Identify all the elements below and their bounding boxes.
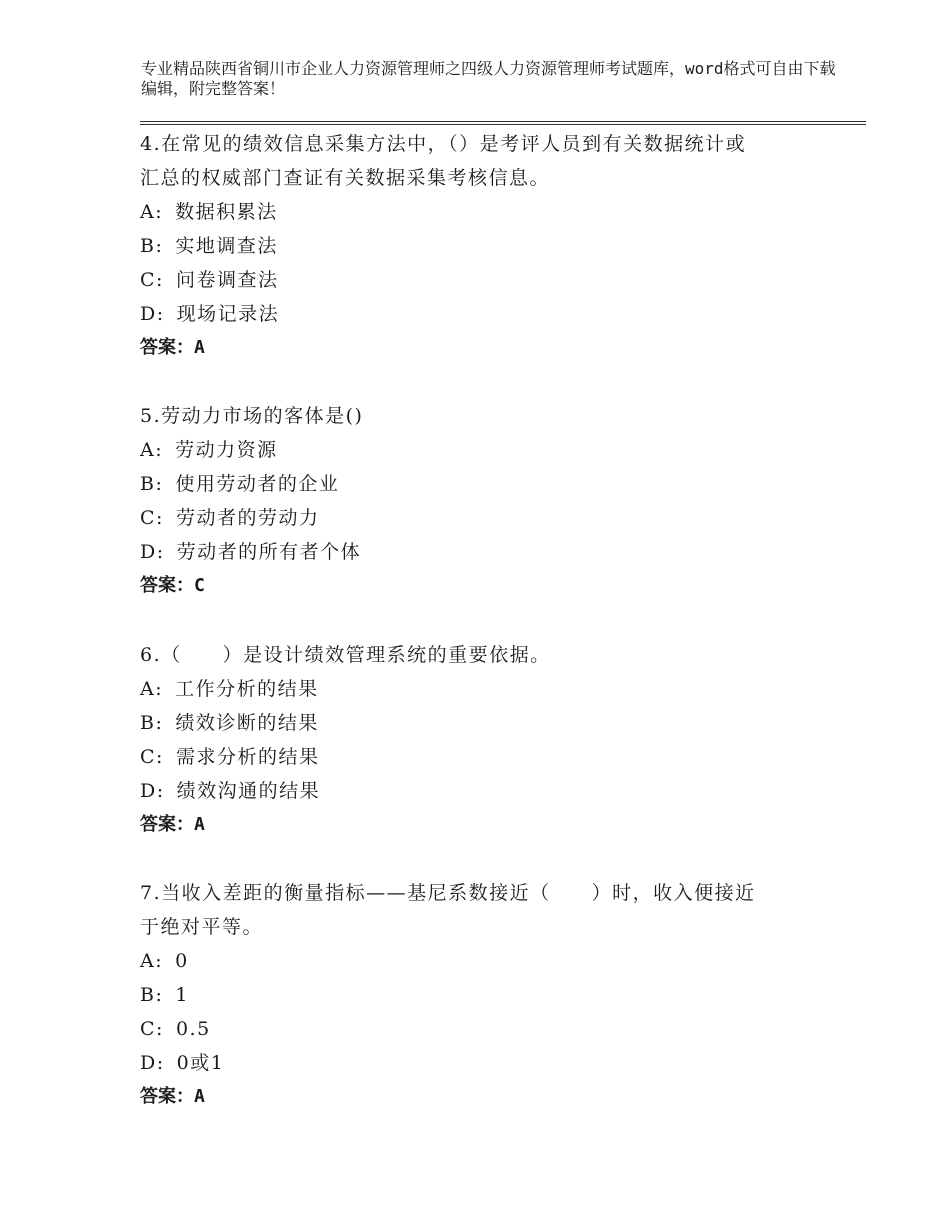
answer-value: A bbox=[194, 337, 205, 358]
answer-value: C bbox=[194, 575, 205, 596]
option-text: 实地调查法 bbox=[175, 235, 278, 257]
option-text: 1 bbox=[175, 984, 189, 1006]
option-key: B bbox=[140, 712, 156, 734]
option-text: 工作分析的结果 bbox=[175, 678, 319, 700]
question-stem-line: 7.当收入差距的衡量指标——基尼系数接近（ ）时，收入便接近 bbox=[140, 882, 756, 904]
option-key: A bbox=[140, 678, 156, 700]
option-b: B: 绩效诊断的结果 bbox=[140, 706, 800, 740]
answer-label: 答案： bbox=[140, 1086, 194, 1107]
option-text: 0 bbox=[175, 950, 189, 972]
option-d: D: 现场记录法 bbox=[140, 297, 800, 331]
option-c: C: 0.5 bbox=[140, 1012, 800, 1046]
option-text: 问卷调查法 bbox=[175, 269, 279, 291]
option-a: A: 0 bbox=[140, 944, 800, 978]
option-key: B bbox=[140, 984, 156, 1006]
option-key: C bbox=[140, 269, 157, 291]
header-rule-top bbox=[140, 121, 866, 122]
answer-line bbox=[140, 1080, 800, 1114]
page-header: 专业精品陕西省铜川市企业人力资源管理师之四级人力资源管理师考试题库，word格式可自由下载编辑，附完整答案！ bbox=[141, 59, 836, 98]
option-key: D bbox=[140, 303, 157, 325]
option-text: 绩效诊断的结果 bbox=[175, 712, 319, 734]
question-stem-line: 5.劳动力市场的客体是() bbox=[140, 405, 364, 427]
option-key: C bbox=[140, 746, 157, 768]
option-b: B: 使用劳动者的企业 bbox=[140, 467, 800, 501]
option-text: 使用劳动者的企业 bbox=[175, 473, 340, 495]
answer-label: 答案： bbox=[140, 575, 194, 596]
option-a: A: 数据积累法 bbox=[140, 195, 800, 229]
option-text: 绩效沟通的结果 bbox=[176, 780, 321, 802]
option-text: 数据积累法 bbox=[175, 201, 278, 223]
header-rule-bottom bbox=[140, 124, 866, 125]
option-key: A bbox=[140, 439, 156, 461]
option-b: B: 1 bbox=[140, 978, 800, 1012]
option-key: C bbox=[140, 507, 157, 529]
question-stem-line: 4.在常见的绩效信息采集方法中，（）是考评人员到有关数据统计或 bbox=[140, 133, 747, 155]
option-key: A bbox=[140, 950, 156, 972]
question-5 bbox=[140, 399, 800, 603]
option-key: D bbox=[140, 541, 157, 563]
question-6 bbox=[140, 638, 800, 842]
answer-value: A bbox=[194, 814, 205, 835]
answer-line bbox=[140, 808, 800, 842]
question-stem-line: 6.（ ）是设计绩效管理系统的重要依据。 bbox=[140, 644, 551, 666]
option-b: B: 实地调查法 bbox=[140, 229, 800, 263]
option-text: 劳动者的所有者个体 bbox=[176, 541, 362, 563]
answer-value: A bbox=[194, 1086, 205, 1107]
option-text: 需求分析的结果 bbox=[175, 746, 320, 768]
option-a: A: 劳动力资源 bbox=[140, 433, 800, 467]
option-key: B bbox=[140, 235, 156, 257]
answer-line bbox=[140, 331, 800, 365]
option-d: D: 绩效沟通的结果 bbox=[140, 774, 800, 808]
question-4 bbox=[140, 127, 800, 365]
option-text: 0或1 bbox=[176, 1052, 225, 1074]
question-7 bbox=[140, 876, 800, 1114]
answer-label: 答案： bbox=[140, 814, 194, 835]
answer-line bbox=[140, 569, 800, 603]
option-text: 劳动者的劳动力 bbox=[175, 507, 320, 529]
option-text: 劳动力资源 bbox=[175, 439, 278, 461]
answer-label: 答案： bbox=[140, 337, 194, 358]
question-stem-line: 汇总的权威部门查证有关数据采集考核信息。 bbox=[140, 167, 551, 189]
option-key: D bbox=[140, 780, 157, 802]
option-text: 现场记录法 bbox=[176, 303, 280, 325]
option-key: B bbox=[140, 473, 156, 495]
option-key: D bbox=[140, 1052, 157, 1074]
option-key: C bbox=[140, 1018, 157, 1040]
option-c: C: 需求分析的结果 bbox=[140, 740, 800, 774]
option-c: C: 问卷调查法 bbox=[140, 263, 800, 297]
option-d: D: 劳动者的所有者个体 bbox=[140, 535, 800, 569]
option-text: 0.5 bbox=[175, 1018, 211, 1040]
option-c: C: 劳动者的劳动力 bbox=[140, 501, 800, 535]
option-key: A bbox=[140, 201, 156, 223]
question-stem-line: 于绝对平等。 bbox=[140, 916, 264, 938]
option-a: A: 工作分析的结果 bbox=[140, 672, 800, 706]
option-d: D: 0或1 bbox=[140, 1046, 800, 1080]
